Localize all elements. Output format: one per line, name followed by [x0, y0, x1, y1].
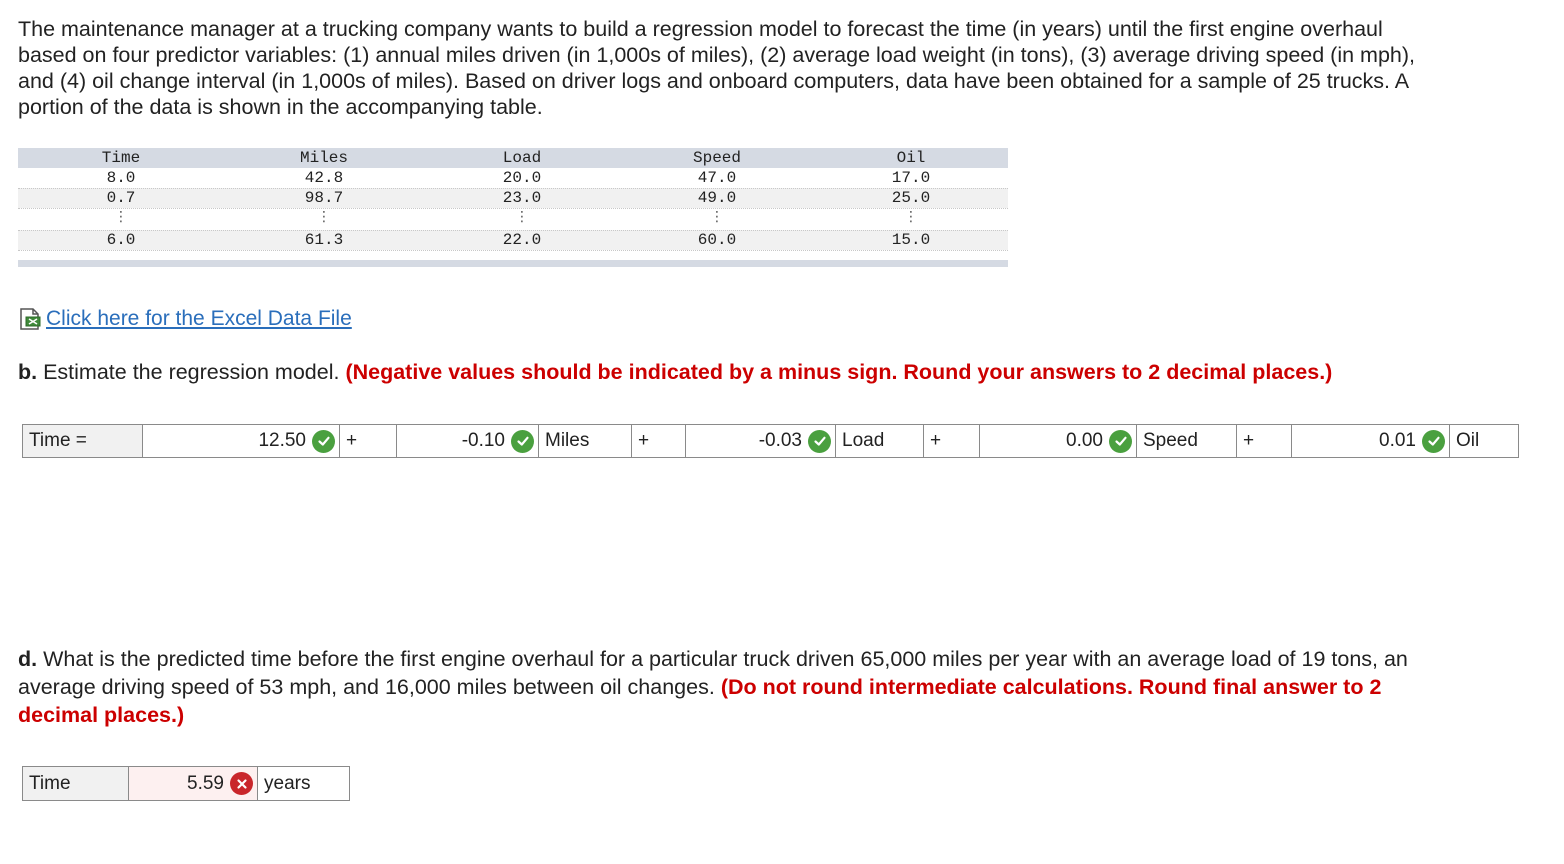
miles-coef-value: -0.10	[461, 430, 505, 451]
correct-check-icon	[1109, 430, 1132, 453]
oil-coef-input[interactable]	[1292, 425, 1450, 457]
correct-check-icon	[511, 430, 534, 453]
vertical-ellipsis-icon: ⋮	[114, 209, 128, 225]
table-cell: 17.0	[891, 169, 931, 187]
table-cell: 15.0	[891, 231, 931, 249]
table-cell: 98.7	[304, 189, 344, 207]
miles-var-label: Miles	[539, 425, 632, 457]
table-cell: 20.0	[502, 169, 542, 187]
predicted-time-value: 5.59	[187, 773, 224, 794]
question-d-text: What is the predicted time before the first engine overhaul for a particular truck driven 65,000 miles per year with an average load of 19 tons, an average driving speed of 53 mph, and 16,000 miles between oil changes.	[18, 647, 1408, 699]
plus-sign: +	[340, 425, 397, 457]
load-coef-input[interactable]	[686, 425, 836, 457]
col-header-miles: Miles	[299, 149, 348, 167]
table-cell: 6.0	[106, 231, 136, 249]
load-var-label: Load	[836, 425, 924, 457]
vertical-ellipsis-icon: ⋮	[904, 209, 918, 225]
data-table	[18, 148, 1008, 250]
table-row	[18, 188, 1008, 208]
problem-intro: The maintenance manager at a trucking company wants to build a regression model to forecast the time (in years) until the first engine overhaul based on four predictor variables: (1) annual miles driven (in 1,000s of miles), (2) average load weight (in tons), (3) average driving speed (in mph), and (4) oil change interval (in 1,000s of miles). Based on driver logs and onboard computers, data have been obtained for a sample of 25 trucks. A portion of the data is shown in the accompanying table.	[18, 17, 1415, 119]
vertical-ellipsis-icon: ⋮	[710, 209, 724, 225]
table-divider	[18, 188, 1008, 190]
excel-data-file-link[interactable]	[18, 307, 352, 331]
intercept-input[interactable]	[143, 425, 340, 457]
vertical-ellipsis-icon: ⋮	[317, 209, 331, 225]
regression-equation-row	[22, 424, 1519, 458]
table-bottom-bar	[18, 260, 1008, 267]
table-divider	[18, 250, 1008, 252]
table-row	[18, 230, 1008, 250]
table-header-row	[18, 148, 1008, 168]
oil-coef-value: 0.01	[1379, 430, 1416, 451]
col-header-speed: Speed	[692, 149, 741, 167]
table-cell: 61.3	[304, 231, 344, 249]
table-cell: 8.0	[106, 169, 136, 187]
col-header-time: Time	[101, 149, 141, 167]
table-divider	[18, 230, 1008, 232]
correct-check-icon	[312, 430, 335, 453]
years-unit-label: years	[258, 767, 349, 800]
prediction-answer-row	[22, 766, 350, 801]
col-header-oil: Oil	[896, 149, 926, 167]
speed-coef-value: 0.00	[1066, 430, 1103, 451]
plus-sign: +	[924, 425, 980, 457]
load-coef-value: -0.03	[758, 430, 802, 451]
table-divider	[18, 208, 1008, 210]
table-cell: 23.0	[502, 189, 542, 207]
intercept-value: 12.50	[258, 430, 306, 451]
table-cell: 60.0	[697, 231, 737, 249]
miles-coef-input[interactable]	[397, 425, 539, 457]
table-ellipsis-row	[18, 208, 1008, 230]
spreadsheet-file-icon	[18, 307, 44, 331]
question-d-instruction: (Do not round intermediate calculations. Round final answer to 2 decimal places.)	[18, 675, 1382, 727]
speed-coef-input[interactable]	[980, 425, 1137, 457]
question-b	[18, 358, 1332, 386]
correct-check-icon	[1422, 430, 1445, 453]
oil-var-label: Oil	[1450, 425, 1518, 457]
plus-sign: +	[1237, 425, 1292, 457]
time-label: Time	[23, 767, 129, 800]
time-equals-label: Time =	[23, 425, 143, 457]
table-cell: 47.0	[697, 169, 737, 187]
table-row	[18, 168, 1008, 188]
question-d-label: d.	[18, 647, 38, 671]
question-b-text: Estimate the regression model.	[43, 360, 340, 384]
speed-var-label: Speed	[1137, 425, 1237, 457]
col-header-load: Load	[502, 149, 542, 167]
table-cell: 25.0	[891, 189, 931, 207]
table-cell: 42.8	[304, 169, 344, 187]
question-b-instruction: (Negative values should be indicated by a minus sign. Round your answers to 2 decimal places.)	[345, 360, 1333, 384]
table-cell: 49.0	[697, 189, 737, 207]
vertical-ellipsis-icon: ⋮	[515, 209, 529, 225]
question-b-label: b.	[18, 360, 38, 384]
excel-link-text[interactable]: Click here for the Excel Data File	[46, 307, 352, 330]
question-d	[18, 645, 1438, 729]
correct-check-icon	[808, 430, 831, 453]
table-cell: 0.7	[106, 189, 136, 207]
plus-sign: +	[632, 425, 686, 457]
incorrect-x-icon	[230, 772, 253, 795]
predicted-time-input[interactable]	[129, 767, 258, 800]
table-cell: 22.0	[502, 231, 542, 249]
